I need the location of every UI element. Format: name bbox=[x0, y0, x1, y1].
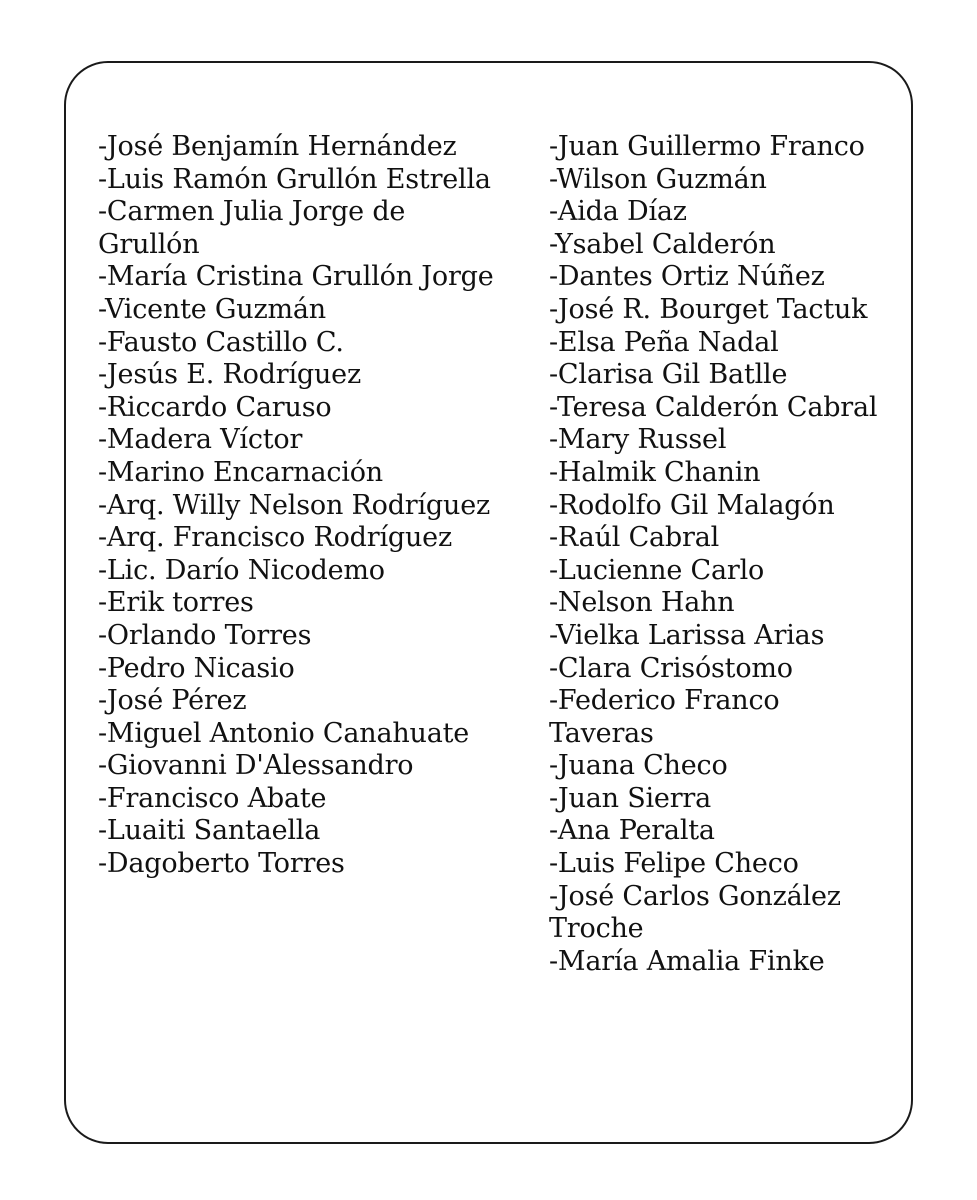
list-item: -Lucienne Carlo bbox=[549, 554, 765, 586]
list-item: -Luis Ramón Grullón Estrella bbox=[98, 163, 491, 195]
list-item: -Raúl Cabral bbox=[549, 522, 720, 554]
right-name-list bbox=[549, 131, 889, 978]
list-item: -Clara Crisóstomo bbox=[549, 652, 793, 684]
list-item: -Halmik Chanin bbox=[549, 456, 761, 488]
list-item: -María Cristina Grullón Jorge bbox=[98, 261, 494, 293]
list-item: -Marino Encarnación bbox=[98, 456, 383, 488]
list-item: -Francisco Abate bbox=[98, 782, 327, 814]
list-item: -Juana Checo bbox=[549, 750, 728, 782]
list-item: -Luis Felipe Checo bbox=[549, 848, 799, 880]
list-item: -Carmen Julia Jorge de Grullón bbox=[98, 196, 406, 260]
list-item: -Vicente Guzmán bbox=[98, 293, 326, 325]
list-item: -Nelson Hahn bbox=[549, 587, 735, 619]
list-item: -José Benjamín Hernández bbox=[98, 131, 457, 162]
list-item: -José R. Bourget Tactuk bbox=[549, 293, 868, 325]
list-item: -Federico Franco Taveras bbox=[549, 685, 780, 749]
list-item: -José Pérez bbox=[98, 685, 247, 717]
list-item: -José Carlos González Troche bbox=[549, 880, 841, 945]
list-item: -Mary Russel bbox=[549, 424, 727, 456]
list-item: -Clarisa Gil Batlle bbox=[549, 359, 788, 391]
list-item: -Arq. Willy Nelson Rodríguez bbox=[98, 489, 491, 521]
list-item: -Rodolfo Gil Malagón bbox=[549, 489, 835, 521]
list-item: -Dagoberto Torres bbox=[98, 848, 345, 880]
list-item: -Aida Díaz bbox=[549, 196, 687, 228]
list-item: -Lic. Darío Nicodemo bbox=[98, 554, 385, 586]
list-item: -Jesús E. Rodríguez bbox=[98, 359, 361, 391]
list-item: -María Amalia Finke bbox=[549, 945, 825, 977]
list-item: -Arq. Francisco Rodríguez bbox=[98, 522, 452, 554]
list-item: -Wilson Guzmán bbox=[549, 163, 767, 195]
list-item: -Juan Sierra bbox=[549, 782, 712, 814]
list-item: -Pedro Nicasio bbox=[98, 652, 295, 684]
list-item: -Orlando Torres bbox=[98, 619, 312, 651]
list-item: -Elsa Peña Nadal bbox=[549, 326, 779, 358]
list-item: -Teresa Calderón Cabral bbox=[549, 391, 878, 423]
list-item: -Riccardo Caruso bbox=[98, 391, 332, 423]
list-item: -Fausto Castillo C. bbox=[98, 326, 344, 358]
left-name-list bbox=[98, 131, 498, 881]
list-item: -Luaiti Santaella bbox=[98, 815, 321, 847]
list-item: -Miguel Antonio Canahuate bbox=[98, 717, 470, 749]
list-item: -Ysabel Calderón bbox=[549, 228, 776, 260]
list-item: -Ana Peralta bbox=[549, 815, 715, 847]
list-item: -Vielka Larissa Arias bbox=[549, 619, 825, 651]
list-item: -Juan Guillermo Franco bbox=[549, 131, 865, 162]
list-item: -Madera Víctor bbox=[98, 424, 303, 456]
list-item: -Dantes Ortiz Núñez bbox=[549, 261, 825, 293]
list-item: -Erik torres bbox=[98, 587, 254, 619]
list-item: -Giovanni D'Alessandro bbox=[98, 750, 414, 782]
